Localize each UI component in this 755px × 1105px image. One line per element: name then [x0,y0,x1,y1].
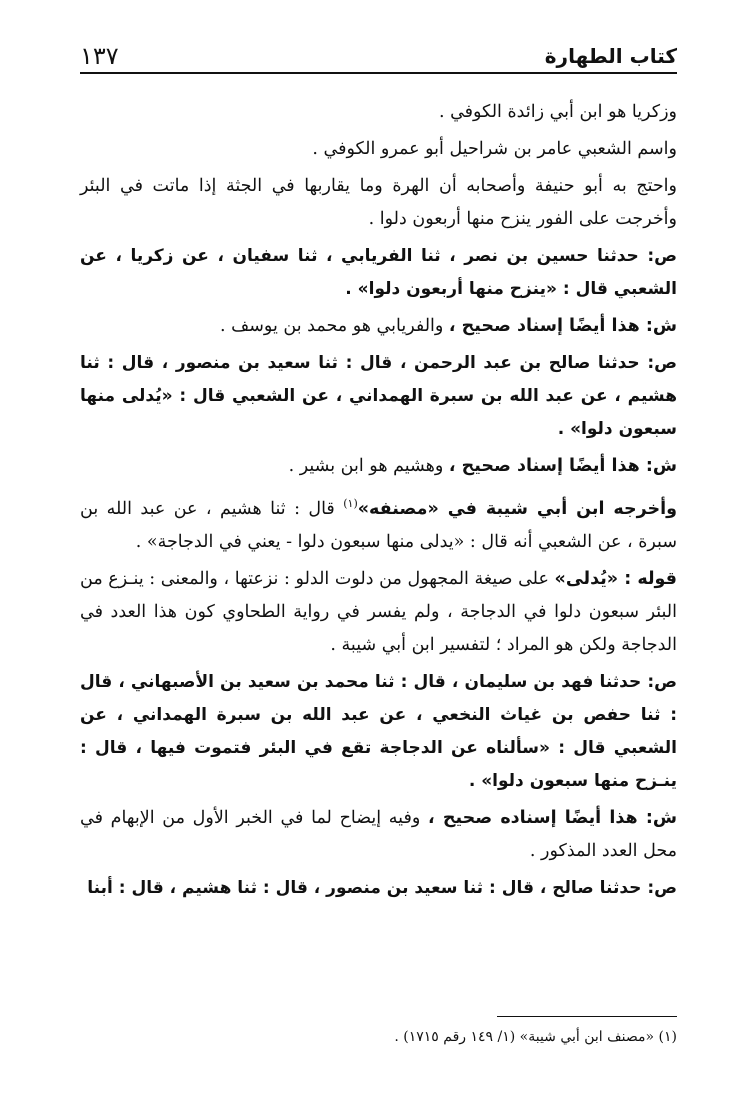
main-text [80,96,677,909]
page-header [80,38,677,74]
book-title: كتاب الطهارة [544,44,677,68]
paragraph-lead: قوله : «يُدلى» [554,568,677,589]
footnote-marker: (١) [658,1029,677,1045]
paragraph [80,666,677,798]
paragraph [80,563,677,662]
paragraph-lead: ش: هذا أيضًا إسناد صحيح ، [448,456,677,476]
paragraph-lead: ش: هذا أيضًا إسناد صحيح ، [448,316,677,336]
paragraph-text: وهشيم هو ابن بشير . [288,456,449,476]
paragraph-text: ص: حدثنا صالح ، قال : ثنا سعيد بن منصور ، قال : ثنا هشيم ، قال : أبنا [87,877,677,898]
paragraph [80,310,677,343]
paragraph-text: والفريابي هو محمد بن يوسف . [220,316,449,336]
footnote [80,1026,677,1048]
paragraph [80,347,677,446]
footnote-divider [497,1016,677,1017]
paragraph-text: وفيه إيضاح لما في الخبر الأول من الإبهام في محل العدد المذكور . [80,807,677,861]
paragraph [80,487,677,559]
paragraph-lead: وأخرجه ابن أبي شيبة في «مصنفه» [357,498,678,519]
paragraph [80,802,677,868]
paragraph [80,872,677,905]
paragraph-text: واسم الشعبي عامر بن شراحيل أبو عمرو الكوفي . [312,139,677,159]
paragraph [80,170,677,236]
paragraph-text: ص: حدثنا حسين بن نصر ، ثنا الفريابي ، ثنا سفيان ، عن زكريا ، عن الشعبي قال : «ينزح منها أربعون دلوا» . [80,246,677,299]
paragraph [80,450,677,483]
paragraph-text: واحتج به أبو حنيفة وأصحابه أن الهرة وما يقاربها في الجثة إذا ماتت في البئر وأخرجت على الفور ينزح منها أربعون دلوا . [80,176,677,229]
paragraph [80,96,677,129]
paragraph [80,240,677,306]
paragraph-lead: ش: هذا أيضًا إسناده صحيح ، [427,807,677,828]
footnote-text: «مصنف ابن أبي شيبة» (١/ ١٤٩ رقم ١٧١٥) . [394,1029,655,1045]
paragraph [80,133,677,166]
paragraph-text: وزكريا هو ابن أبي زائدة الكوفي . [438,102,677,122]
footnote-reference[interactable]: (١) [343,497,358,510]
paragraph-text: ص: حدثنا فهد بن سليمان ، قال : ثنا محمد بن سعيد بن الأصبهاني ، قال : ثنا حفص بن غياث النخعي ، عن عبد الله بن سبرة الهمداني ، عن الشعبي قال : «سألناه عن الدجاجة تقع في البئر فتموت فيها ، قال : ينـزح منها سبعون دلوا» . [80,671,677,791]
paragraph-text: قال : ثنا هشيم ، عن عبد الله بن سبرة ، عن الشعبي أنه قال : «يدلى منها سبعون دلوا - يعني في الدجاجة» . [80,498,677,552]
paragraph-text: ص: حدثنا صالح بن عبد الرحمن ، قال : ثنا سعيد بن منصور ، قال : ثنا هشيم ، عن عبد الله بن سبرة الهمداني ، عن الشعبي قال : «يُدلى منها سبعون دلوا» . [80,353,677,439]
page-number: ١٣٧ [80,42,119,70]
paragraph-text: على صيغة المجهول من دلوت الدلو : نزعتها ، والمعنى : ينـزع من البئر سبعون دلوا في الدجاجة ، ولم يفسر في رواية الطحاوي كون هذا العدد في الدجاجة ولكن هو المراد ؛ لتفسير ابن أبي شيبة . [80,568,677,655]
